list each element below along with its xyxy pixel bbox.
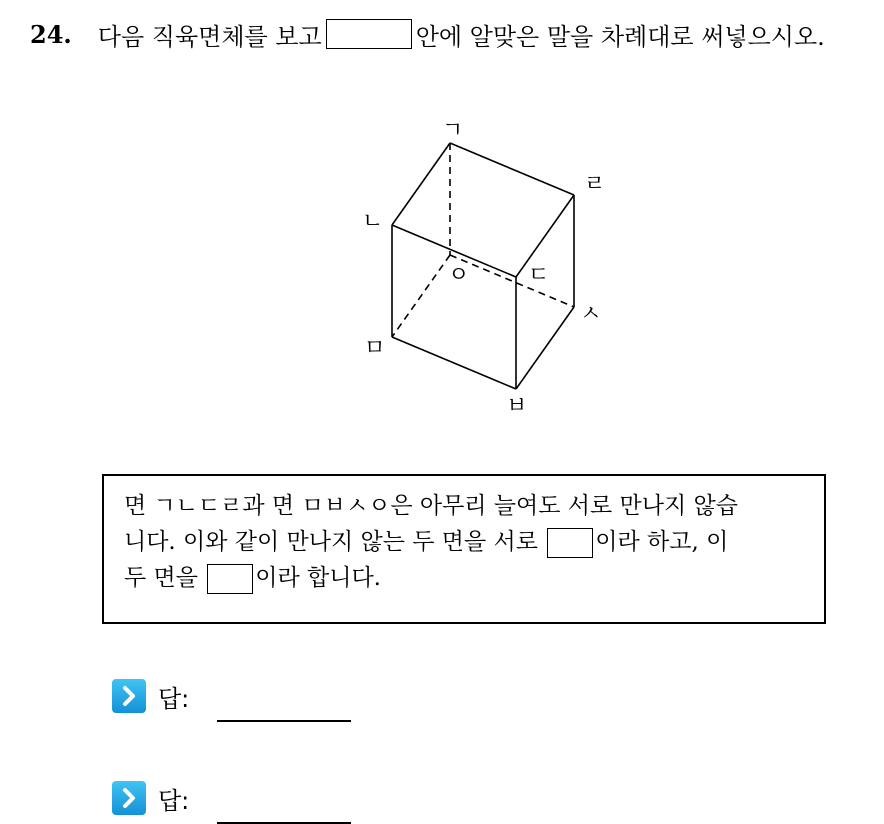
answer-label: 답: (158, 684, 190, 713)
explanation-line-2 (124, 524, 804, 560)
explanation-text-3a: 두 면을 (124, 565, 198, 591)
vertex-label-b: ㅂ (506, 394, 528, 419)
vertex-label-g: ㄱ (442, 118, 464, 143)
answer-row-2 (112, 778, 351, 818)
edge-g-r (450, 143, 574, 195)
question-text-before: 다음 직육면체를 보고 (97, 22, 322, 51)
cuboid-figure (350, 115, 620, 425)
edge-b-s (516, 307, 574, 389)
chevron-right-icon (112, 781, 146, 815)
vertex-label-r: ㄹ (584, 172, 606, 197)
answer-input-line[interactable] (217, 720, 351, 722)
chevron-right-icon (112, 679, 146, 713)
question-text-after: 안에 알맞은 말을 차례대로 써넣으시오. (415, 22, 825, 51)
question-header (30, 16, 825, 52)
vertex-label-d: ㄷ (528, 263, 550, 288)
explanation-line-3 (124, 560, 804, 596)
hidden-edge-o-m (392, 255, 450, 337)
blank-box-2 (207, 564, 253, 594)
vertex-label-n: ㄴ (362, 209, 384, 234)
answer-label: 답: (158, 786, 190, 815)
answer-row-1 (112, 676, 351, 716)
question-number: 24. (30, 19, 72, 49)
cuboid-diagram (350, 115, 620, 425)
explanation-text-2b: 이라 하고, 이 (595, 529, 729, 555)
explanation-line-1 (124, 488, 804, 524)
edge-m-b (392, 337, 516, 389)
question-blank-box (326, 19, 412, 49)
edge-g-n (392, 143, 450, 225)
vertex-label-m: ㅁ (364, 336, 386, 361)
explanation-text-3b: 이라 합니다. (255, 565, 381, 591)
vertex-label-o: ㅇ (448, 263, 470, 288)
vertex-label-s: ㅅ (580, 302, 602, 327)
blank-box-1 (547, 528, 593, 558)
explanation-box (102, 474, 826, 624)
explanation-text-2a: 니다. 이와 같이 만나지 않는 두 면을 서로 (124, 529, 538, 555)
explanation-text-1: 면 ㄱㄴㄷㄹ과 면 ㅁㅂㅅㅇ은 아무리 늘여도 서로 만나지 않습 (124, 493, 738, 519)
